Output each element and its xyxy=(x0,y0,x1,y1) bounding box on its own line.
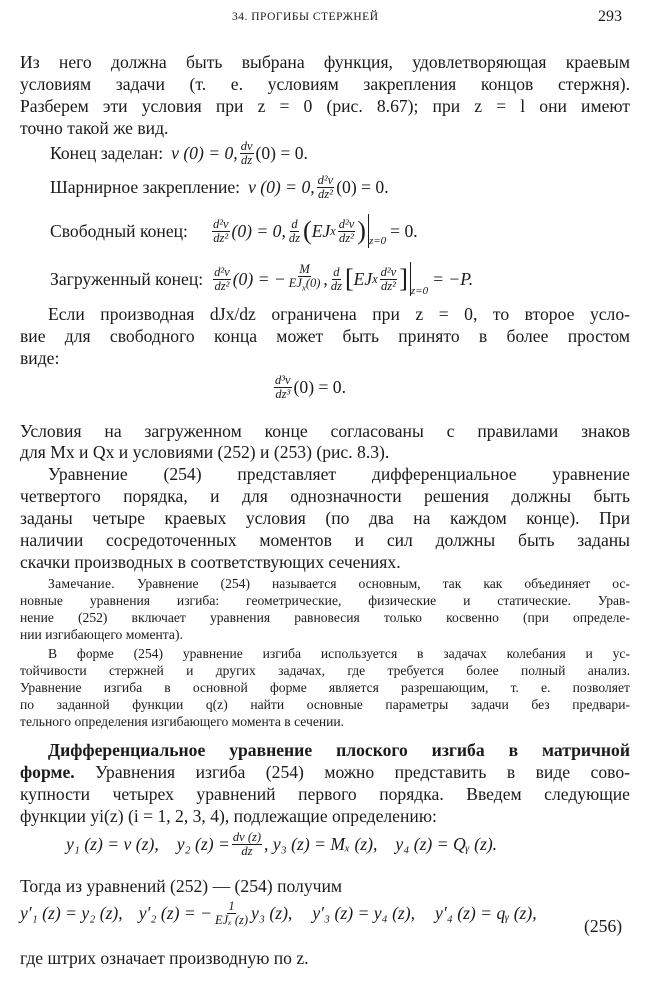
remark-label: Замечание. xyxy=(48,576,115,591)
sys-a: y′₁ (z) = y₂ (z), xyxy=(20,903,123,923)
p254-line-5: скачки производных в соответствующих сечениях. xyxy=(20,552,401,572)
frac-num: d xyxy=(333,264,340,279)
remark2-line-3: Уравнение изгиба в основной форме является разрешающим, т. е. позволяет xyxy=(20,680,630,695)
matrix-text-2: Уравнения изгиба (254) можно представить в виде сово- xyxy=(74,762,630,782)
bracket-close: ] xyxy=(399,264,408,293)
condition-loaded xyxy=(50,257,473,301)
fraction-1-EJ xyxy=(214,900,249,927)
frac-num: d²v xyxy=(380,264,397,279)
free-ej: EJ xyxy=(311,221,331,241)
fraction-d2v-dz2 xyxy=(212,218,230,245)
condition-free xyxy=(50,211,418,251)
remark-line-2: новные уравнения изгиба: геометрические, физические и статические. Урав- xyxy=(20,593,630,608)
frac-num: d²v xyxy=(317,172,334,187)
fraction-d2v-dz2-inner xyxy=(338,218,356,245)
frac-den: dz xyxy=(241,152,253,167)
comma: , xyxy=(323,269,328,289)
condition-pinned xyxy=(50,171,389,203)
sys-c: y′₃ (z) = y₄ (z), xyxy=(312,903,416,923)
intro-line-4: точно такой же вид. xyxy=(20,118,169,138)
frac-den: dz xyxy=(241,843,253,858)
then-line: Тогда из уравнений (252) — (254) получим xyxy=(20,876,343,896)
bracket-open: [ xyxy=(344,264,354,293)
equation-number: (256) xyxy=(584,916,623,936)
free-ej-sub: x xyxy=(330,224,336,238)
condition-clamped xyxy=(50,138,308,168)
fraction-dv-dz xyxy=(232,831,262,858)
p254-line-2: четвертого порядка, и для однозначности решения должны быть xyxy=(20,486,630,506)
frac-den: dz² xyxy=(380,278,396,293)
frac-den: dz xyxy=(330,278,342,293)
matrix-heading-2: форме. xyxy=(20,762,75,782)
remark-line-4: нии изгибающего момента). xyxy=(20,627,183,642)
frac-den: dz³ xyxy=(275,386,291,401)
pinned-v0: v (0) = 0, xyxy=(248,177,315,197)
fraction-d3v-dz3 xyxy=(274,374,292,401)
intro-line-2: условиям задачи (т. е. условиям закрепления концов стержня). xyxy=(20,74,630,94)
frac-num: d xyxy=(291,216,298,231)
dj-line-3: виде: xyxy=(20,348,60,368)
frac-den: dz² xyxy=(339,230,354,245)
frac-den xyxy=(288,277,322,295)
system-256 xyxy=(20,893,537,933)
fraction-d-dz xyxy=(288,218,301,245)
frac-den: dz xyxy=(288,230,301,245)
frac-den: EJₓ (z) xyxy=(214,912,249,927)
fraction-dv-dz xyxy=(240,140,254,167)
sys-d: y′₄ (z) = qᵧ (z), xyxy=(435,903,537,923)
p254-line-4: наличии сосредоточенных моментов и сил должны быть заданы xyxy=(20,530,630,550)
fraction-d-dz xyxy=(330,266,343,293)
fraction-d2v-dz2 xyxy=(213,266,231,293)
frac-num: d³v xyxy=(275,372,291,387)
running-header xyxy=(0,8,652,30)
matrix-line-3: купности четырех уравнений первого порядка. Введем следующие xyxy=(20,784,630,804)
d3v-eq: (0) = 0. xyxy=(293,377,346,397)
loaded-ej: EJ xyxy=(353,269,373,289)
frac-num: d²v xyxy=(214,264,230,279)
frac-den: dz² xyxy=(317,186,333,201)
fraction-d2v-dz2 xyxy=(317,174,335,201)
fraction-d2v-dz2-inner xyxy=(380,266,398,293)
den-ej: EJ xyxy=(288,276,302,291)
remark2-line-1: В форме (254) уравнение изгиба используется в задачах колебания и ус- xyxy=(48,646,630,661)
remark2-line-4: по заданной функции q(z) найти основные параметры задачи без предвари- xyxy=(20,697,630,712)
def-y1: y₁ (z) = v (z), xyxy=(66,834,159,854)
remark-text: Уравнение (254) называется основным, так как объединяет ос- xyxy=(115,576,630,591)
frac-num: dv xyxy=(240,138,253,153)
def-y3: , y₃ (z) = Mₓ (z), xyxy=(264,834,378,854)
y-definitions xyxy=(66,824,497,864)
dj-line-2: вие для свободного конца может быть принято в более простом xyxy=(20,326,630,346)
intro-line-3: Разберем эти условия при z = 0 (рис. 8.67); при z = l они имеют xyxy=(20,96,630,116)
frac-num: d²v xyxy=(212,216,229,231)
p254-line-3: заданы четыре краевых условия (по два на каждом конце). При xyxy=(20,508,630,528)
remark-line-3: нение (252) включает уравнения равновесия только косвенно (при определе- xyxy=(20,610,630,625)
loaded-eq: = −P. xyxy=(432,269,474,289)
remark2-line-5: тельного определения изгибающего момента в сечении. xyxy=(20,714,345,729)
sys-b: y′₂ (z) = − xyxy=(138,903,212,923)
remark-line-1 xyxy=(48,575,630,592)
def-y2: y₂ (z) = xyxy=(176,834,230,854)
matrix-line-2 xyxy=(20,762,630,782)
frac-den: dz² xyxy=(213,230,229,245)
pinned-label: Шарнирное закрепление: xyxy=(50,177,241,197)
free-label: Свободный конец: xyxy=(50,221,188,241)
paren-close: ) xyxy=(357,216,366,245)
equation-d3v xyxy=(272,367,346,407)
free-zero: (0) = 0, xyxy=(231,221,286,241)
loaded-para-line-2: для Mx и Qx и условиями (252) и (253) (рис. 8.3). xyxy=(20,442,390,462)
frac-num: 1 xyxy=(228,898,235,913)
frac-den: dz² xyxy=(214,278,230,293)
den-rest: (0) xyxy=(305,276,321,291)
dj-line-1: Если производная dJx/dz ограничена при z = 0, то второе усло- xyxy=(48,304,630,324)
sys-b-rest: y₃ (z), xyxy=(251,903,293,923)
clamped-eq: (0) = 0. xyxy=(255,143,308,163)
pinned-eq: (0) = 0. xyxy=(336,177,389,197)
p254-line-1: Уравнение (254) представляет дифференциальное уравнение xyxy=(48,464,630,484)
fraction-M-EJ xyxy=(288,263,322,295)
def-y4: y₄ (z) = Qᵧ (z). xyxy=(395,834,498,854)
loaded-label: Загруженный конец: xyxy=(50,269,204,289)
matrix-heading: Дифференциальное уравнение плоского изгиба в матричной xyxy=(48,740,630,760)
clamped-label: Конец заделан: xyxy=(50,143,164,163)
free-z0: z=0 xyxy=(368,235,387,247)
frac-num: M xyxy=(299,262,310,277)
final-line: где штрих означает производную по z. xyxy=(20,948,309,968)
clamped-v0: v (0) = 0, xyxy=(171,143,238,163)
loaded-z0: z=0 xyxy=(410,285,429,297)
frac-num: dv (z) xyxy=(232,829,262,844)
frac-num: d²v xyxy=(338,216,355,231)
matrix-line-4: функции yi(z) (i = 1, 2, 3, 4), подлежащие определению: xyxy=(20,806,437,826)
intro-line-1: Из него должна быть выбрана функция, удовлетворяющая краевым xyxy=(20,52,630,72)
running-title: 34. ПРОГИБЫ СТЕРЖНЕЙ xyxy=(232,11,379,23)
remark2-line-2: тойчивости стержней и других задачах, где требуется более полный анализ. xyxy=(20,663,630,678)
free-eq: = 0. xyxy=(390,221,418,241)
paren-open: ( xyxy=(303,216,312,245)
loaded-minus: (0) = − xyxy=(232,269,286,289)
den-sub: x xyxy=(301,282,306,293)
loaded-para-line-1: Условия на загруженном конце согласованы с правилами знаков xyxy=(20,421,630,441)
loaded-ej-sub: x xyxy=(372,272,378,286)
page-number: 293 xyxy=(598,8,622,25)
